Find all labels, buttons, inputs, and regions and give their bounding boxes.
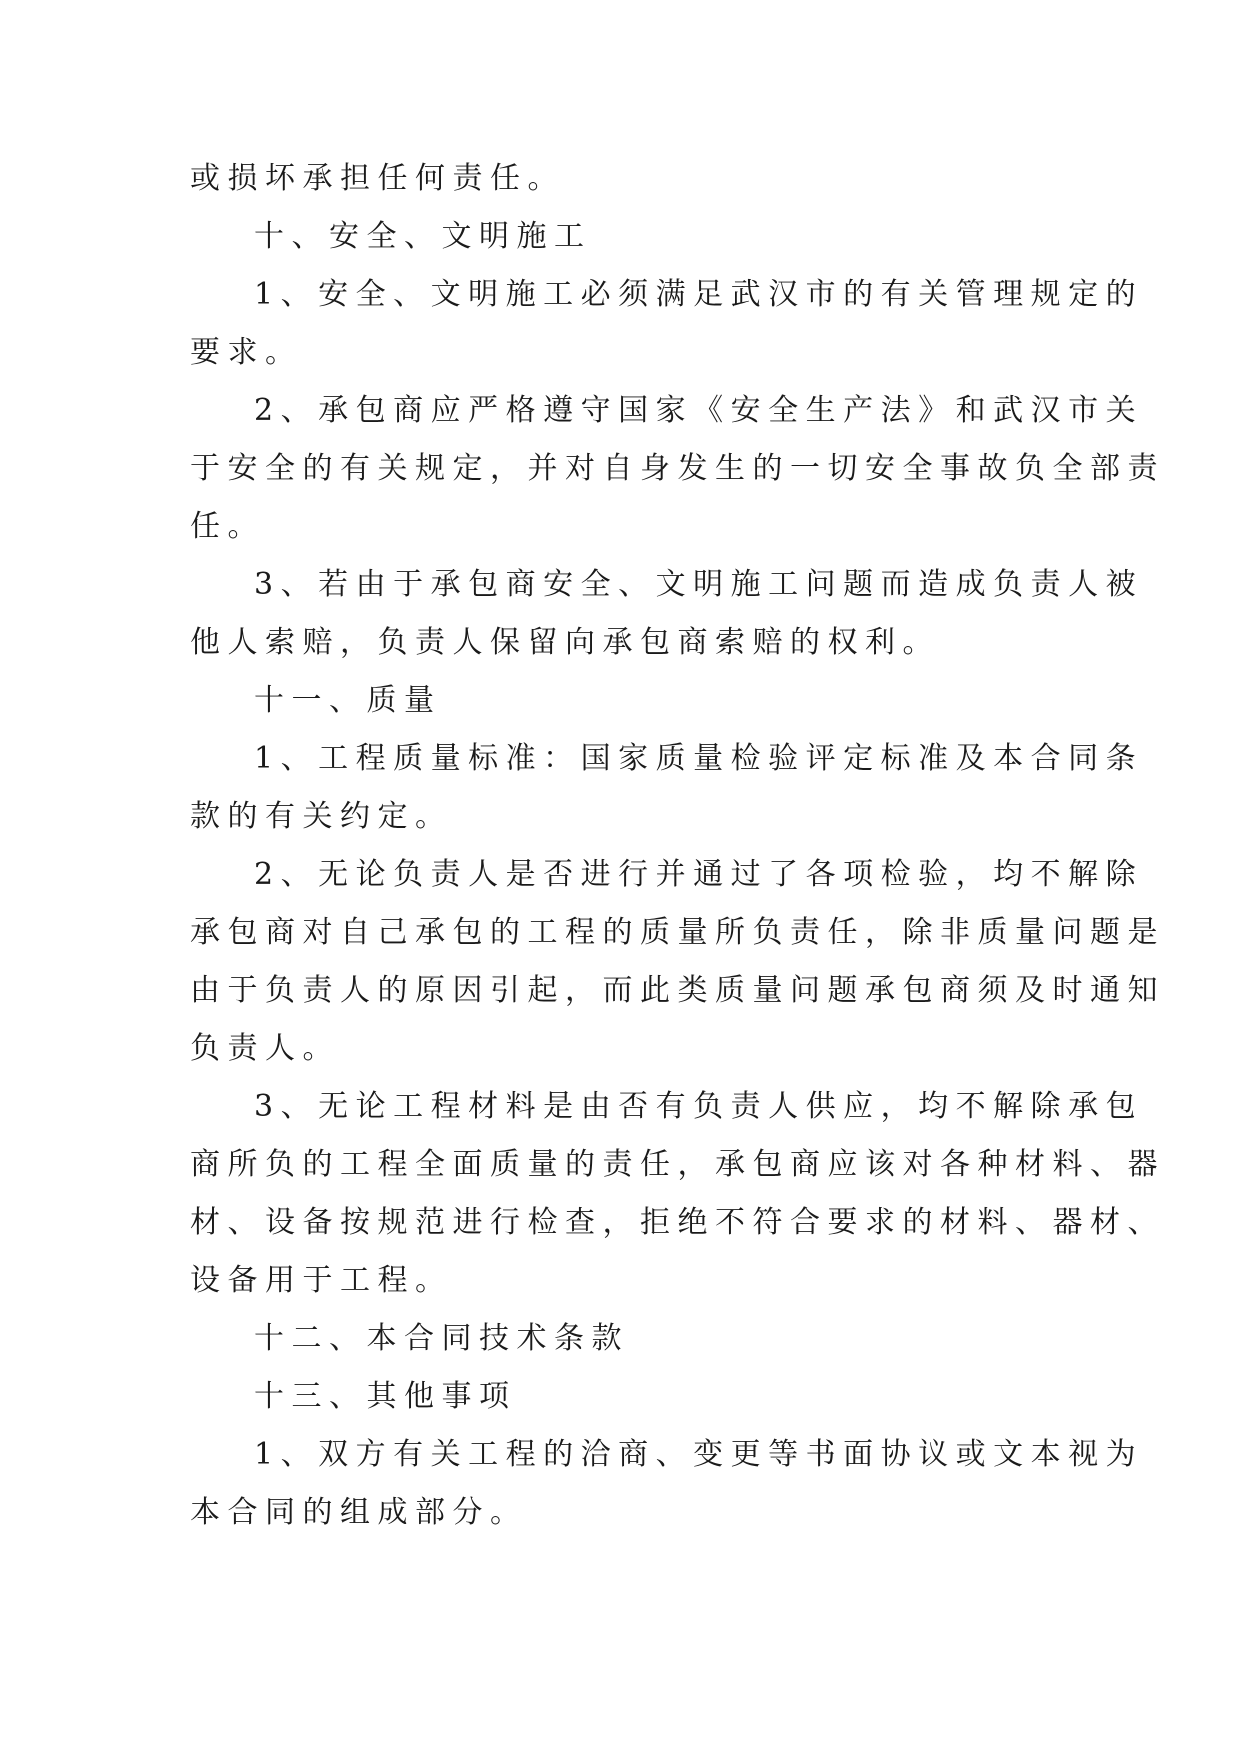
text-line: 设备用于工程。: [190, 1263, 453, 1298]
text-line: 承包商对自己承包的工程的质量所负责任，除非质量问题是: [190, 915, 1165, 950]
text-line: 要求。: [190, 335, 303, 370]
text-line: 3、若由于承包商安全、文明施工问题而造成负责人被: [254, 567, 1144, 602]
document-body: [190, 150, 1165, 1542]
text-line: 本合同的组成部分。: [190, 1495, 528, 1530]
section-heading-11: 十一、质量: [254, 683, 442, 718]
section-heading-12: 十二、本合同技术条款: [254, 1321, 629, 1356]
text-line: 1、工程质量标准：国家质量检验评定标准及本合同条: [254, 741, 1144, 776]
text-line: 或损坏承担任何责任。: [190, 161, 565, 196]
section-heading-13: 十三、其他事项: [254, 1379, 517, 1414]
text-line: 任。: [190, 509, 265, 544]
text-line: 2、承包商应严格遵守国家《安全生产法》和武汉市关: [254, 393, 1144, 428]
text-line: 由于负责人的原因引起，而此类质量问题承包商须及时通知: [190, 973, 1165, 1008]
text-line: 材、设备按规范进行检查，拒绝不符合要求的材料、器材、: [190, 1205, 1165, 1240]
text-line: 负责人。: [190, 1031, 340, 1066]
text-line: 商所负的工程全面质量的责任，承包商应该对各种材料、器: [190, 1147, 1165, 1182]
text-line: 1、安全、文明施工必须满足武汉市的有关管理规定的: [254, 277, 1144, 312]
text-line: 于安全的有关规定，并对自身发生的一切安全事故负全部责: [190, 451, 1165, 486]
text-line: 3、无论工程材料是由否有负责人供应，均不解除承包: [254, 1089, 1144, 1124]
text-line: 2、无论负责人是否进行并通过了各项检验，均不解除: [254, 857, 1144, 892]
text-line: 1、双方有关工程的洽商、变更等书面协议或文本视为: [254, 1437, 1144, 1472]
text-line: 他人索赔，负责人保留向承包商索赔的权利。: [190, 625, 940, 660]
text-line: 款的有关约定。: [190, 799, 453, 834]
section-heading-10: 十、安全、文明施工: [254, 219, 592, 254]
